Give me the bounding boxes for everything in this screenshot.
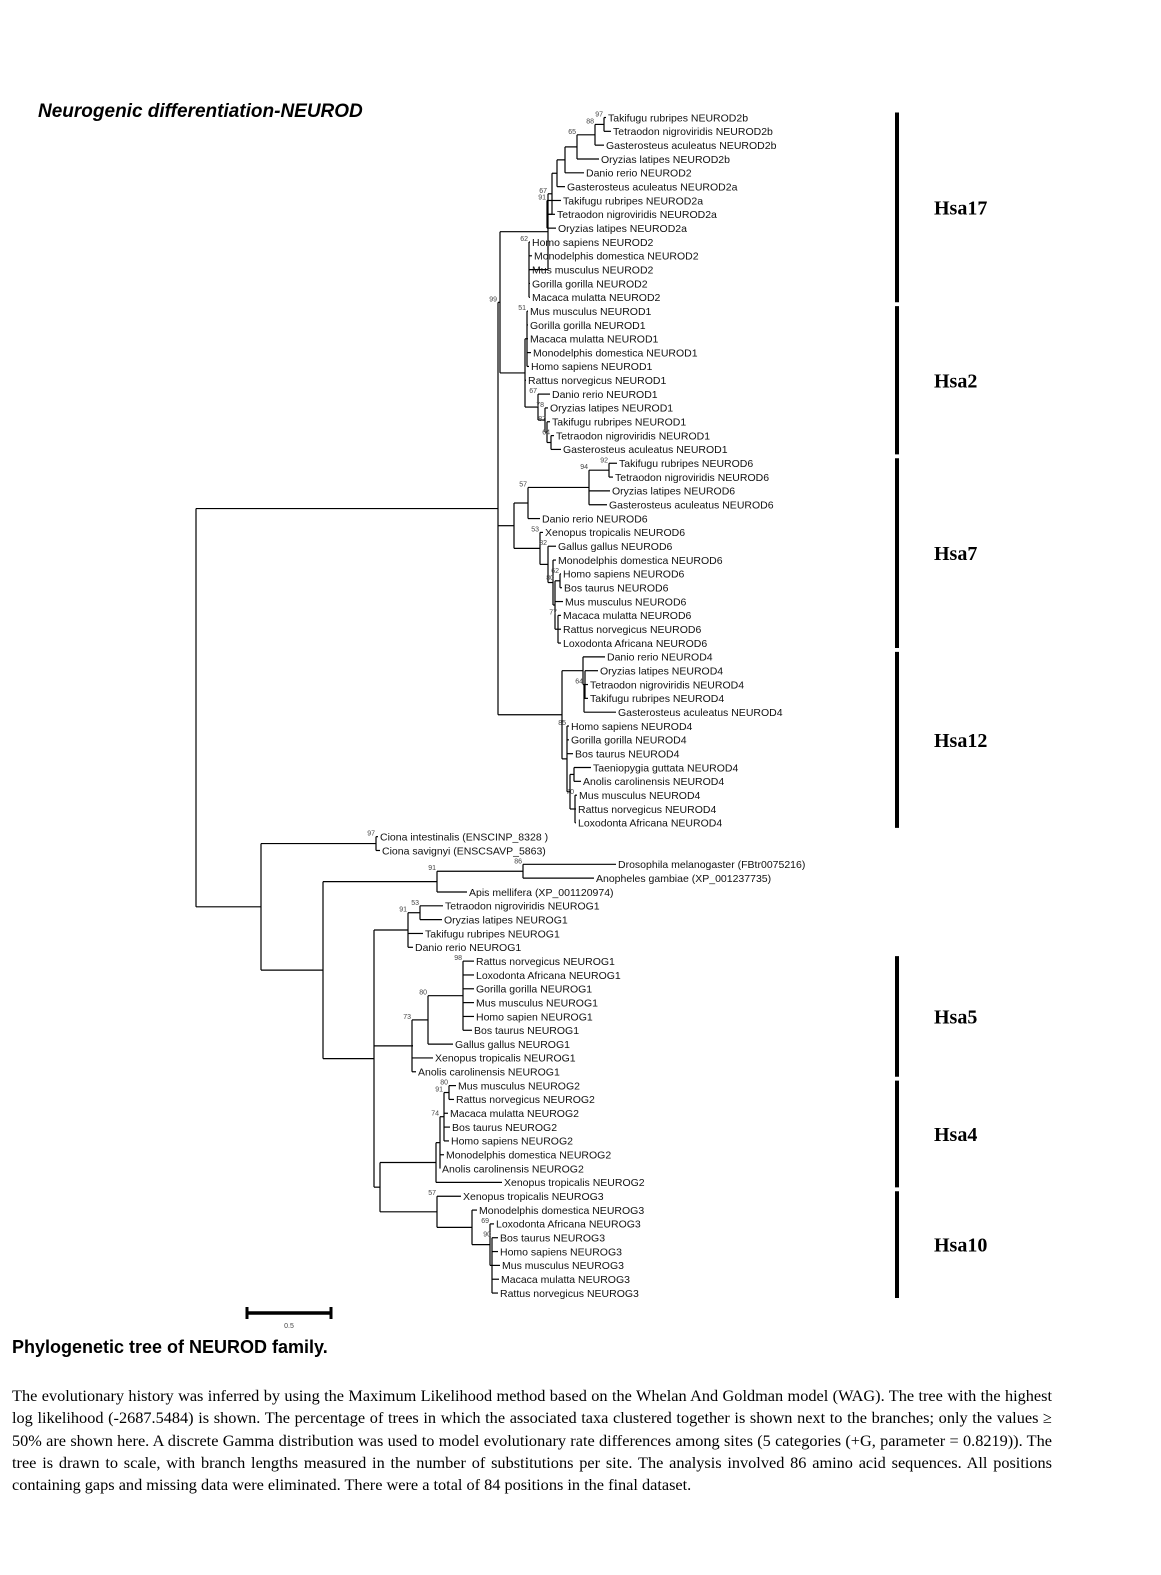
leaf-label: Loxodonta Africana NEUROD4 — [578, 817, 723, 830]
leaf-label: Takifugu rubripes NEUROG1 — [425, 928, 560, 941]
leaf-label: Homo sapiens NEUROD1 — [531, 361, 653, 374]
bootstrap-support-value: 62 — [551, 567, 559, 575]
leaf-label: Mus musculus NEUROD6 — [565, 596, 687, 609]
leaf-label: Monodelphis domestica NEUROD6 — [558, 554, 723, 567]
leaf-label: Bos taurus NEUROG1 — [474, 1025, 580, 1038]
chromosome-label: Hsa2 — [934, 370, 978, 393]
leaf-label: Rattus norvegicus NEUROG1 — [476, 955, 615, 968]
leaf-label: Danio rerio NEUROD1 — [552, 388, 658, 401]
leaf-label: Oryzias latipes NEUROD2a — [558, 222, 687, 235]
bootstrap-support-value: 67 — [529, 388, 537, 396]
leaf-label: Takifugu rubripes NEUROD1 — [552, 416, 687, 429]
bootstrap-support-value: 70 — [566, 789, 574, 797]
leaf-label: Rattus norvegicus NEUROD4 — [578, 803, 717, 816]
chromosome-label: Hsa10 — [934, 1234, 988, 1257]
leaf-label: Anolis carolinensis NEUROD4 — [583, 776, 725, 789]
bootstrap-support-value: 99 — [489, 296, 497, 304]
leaf-label: Gorilla gorilla NEUROD1 — [530, 319, 646, 332]
bootstrap-support-value: 90 — [483, 1231, 491, 1239]
bootstrap-support-value: 80 — [546, 574, 554, 582]
leaf-label: Gasterosteus aculeatus NEUROD2a — [567, 181, 738, 194]
bootstrap-support-value: 80 — [419, 989, 427, 997]
leaf-label: Macaca mulatta NEUROG2 — [450, 1108, 579, 1121]
leaf-label: Oryzias latipes NEUROD4 — [600, 665, 724, 678]
bootstrap-support-value: 51 — [518, 305, 526, 313]
bootstrap-support-value: 91 — [435, 1086, 443, 1094]
leaf-label: Rattus norvegicus NEUROG2 — [456, 1094, 595, 1107]
bootstrap-support-value: 91 — [538, 194, 546, 202]
leaf-label: Monodelphis domestica NEUROD2 — [534, 250, 699, 263]
leaf-label: Tetraodon nigroviridis NEUROD6 — [615, 471, 770, 484]
chromosome-label: Hsa7 — [934, 543, 978, 566]
leaf-label: Bos taurus NEUROG3 — [500, 1232, 606, 1245]
leaf-label: Oryzias latipes NEUROG1 — [444, 914, 568, 927]
bootstrap-support-value: 85 — [558, 720, 566, 728]
leaf-label: Macaca mulatta NEUROD6 — [563, 610, 692, 623]
bootstrap-support-value: 57 — [428, 1190, 436, 1198]
leaf-label: Anolis carolinensis NEUROG1 — [418, 1066, 560, 1079]
leaf-label: Mus musculus NEUROG1 — [476, 997, 598, 1010]
leaf-label: Homo sapiens NEUROG2 — [451, 1135, 573, 1148]
bootstrap-support-value: 92 — [600, 457, 608, 465]
figure-title: Neurogenic differentiation-NEUROD — [38, 101, 363, 122]
leaf-label: Anopheles gambiae (XP_001237735) — [596, 872, 772, 885]
leaf-label: Macaca mulatta NEUROD2 — [532, 292, 661, 305]
leaf-label: Macaca mulatta NEUROD1 — [530, 333, 659, 346]
leaf-label: Loxodonta Africana NEUROG1 — [476, 969, 621, 982]
leaf-label: Taeniopygia guttata NEUROD4 — [593, 762, 739, 775]
leaf-label: Rattus norvegicus NEUROD6 — [563, 624, 702, 637]
leaf-label: Drosophila melanogaster (FBtr0075216) — [618, 859, 806, 872]
leaf-label: Gorilla gorilla NEUROD4 — [571, 734, 687, 747]
leaf-label: Oryzias latipes NEUROD6 — [612, 485, 736, 498]
leaf-label: Loxodonta Africana NEUROD6 — [563, 637, 708, 650]
chromosome-label: Hsa5 — [934, 1006, 978, 1029]
leaf-label: Mus musculus NEUROD4 — [579, 789, 701, 802]
bootstrap-support-value: 97 — [367, 830, 375, 838]
leaf-label: Danio rerio NEUROG1 — [415, 942, 522, 955]
leaf-label: Homo sapiens NEUROG3 — [500, 1246, 622, 1259]
caption-body: The evolutionary history was inferred by using the Maximum Likelihood method based on the Whelan And Goldman model (WAG). The tree with the highest log likelihood (-2687.5484) is shown. The percentage of trees in which the associated taxa clustered together is shown next to the branches; only the values ≥ 50% are shown here. A discrete Gamma distribution was used to model evolutionary rate differences among sites (5 categories (+G, parameter = 0.8219)). The tree is drawn to scale, with branch lengths measured in the number of substitutions per site. The analysis involved 86 amino acid sequences. All positions containing gaps and missing data were eliminated. There were a total of 84 positions in the final dataset. — [12, 1386, 1052, 1495]
leaf-label: Homo sapiens NEUROD6 — [563, 568, 685, 581]
leaf-label: Monodelphis domestica NEUROG2 — [446, 1149, 612, 1162]
bootstrap-support-value: 53 — [531, 526, 539, 534]
leaf-label: Xenopus tropicalis NEUROG1 — [435, 1052, 576, 1065]
bootstrap-support-value: 62 — [520, 235, 528, 243]
leaf-label: Xenopus tropicalis NEUROD6 — [545, 527, 686, 540]
leaf-label: Ciona savignyi (ENSCSAVP_5863) — [382, 845, 546, 858]
bootstrap-support-value: 97 — [595, 111, 603, 119]
leaf-label: Bos taurus NEUROD6 — [564, 582, 669, 595]
bootstrap-support-value: 78 — [536, 401, 544, 409]
bootstrap-support-value: 82 — [539, 540, 547, 548]
bootstrap-support-value: 87 — [538, 415, 546, 423]
leaf-label: Ciona intestinalis (ENSCINP_8328 ) — [380, 831, 549, 844]
bootstrap-support-value: 94 — [580, 464, 588, 472]
bootstrap-support-value: 64 — [575, 678, 583, 686]
leaf-label: Mus musculus NEUROG2 — [458, 1080, 580, 1093]
chromosome-label: Hsa4 — [934, 1124, 978, 1147]
leaf-label: Homo sapiens NEUROD2 — [532, 236, 654, 249]
leaf-label: Rattus norvegicus NEUROG3 — [500, 1287, 639, 1300]
leaf-label: Oryzias latipes NEUROD1 — [550, 402, 674, 415]
leaf-label: Bos taurus NEUROD4 — [575, 748, 680, 761]
bootstrap-support-value: 53 — [411, 899, 419, 907]
leaf-label: Danio rerio NEUROD2 — [586, 167, 692, 180]
leaf-label: Tetraodon nigroviridis NEUROD1 — [556, 430, 711, 443]
leaf-label: Takifugu rubripes NEUROD4 — [590, 693, 725, 706]
scale-bar — [247, 1307, 331, 1330]
bootstrap-support-value: 65 — [568, 128, 576, 136]
leaf-label: Oryzias latipes NEUROD2b — [601, 153, 730, 166]
leaf-label: Loxodonta Africana NEUROG3 — [496, 1218, 641, 1231]
leaf-label: Macaca mulatta NEUROG3 — [501, 1274, 630, 1287]
caption-title: Phylogenetic tree of NEUROD family. — [12, 1337, 328, 1357]
leaf-label: Takifugu rubripes NEUROD2a — [563, 195, 704, 208]
leaf-label: Bos taurus NEUROG2 — [452, 1121, 558, 1134]
bootstrap-support-value: 86 — [514, 858, 522, 866]
leaf-label: Rattus norvegicus NEUROD1 — [528, 375, 667, 388]
leaf-label: Tetraodon nigroviridis NEUROG1 — [445, 900, 600, 913]
bootstrap-support-value: 73 — [403, 1013, 411, 1021]
bootstrap-support-value: 91 — [428, 865, 436, 873]
leaf-label: Gasterosteus aculeatus NEUROD2b — [606, 139, 777, 152]
leaf-label: Tetraodon nigroviridis NEUROD4 — [590, 679, 745, 692]
leaf-label: Tetraodon nigroviridis NEUROD2a — [557, 209, 717, 222]
leaf-label: Mus musculus NEUROG3 — [502, 1260, 624, 1273]
bootstrap-support-value: 74 — [431, 1110, 439, 1118]
leaf-label: Takifugu rubripes NEUROD2b — [608, 112, 749, 125]
leaf-label: Gorilla gorilla NEUROG1 — [476, 983, 593, 996]
leaf-label: Gallus gallus NEUROG1 — [455, 1038, 570, 1051]
leaf-label: Apis mellifera (XP_001120974) — [469, 886, 614, 899]
leaf-label: Danio rerio NEUROD4 — [607, 651, 713, 664]
bootstrap-support-value: 77 — [549, 609, 557, 617]
leaf-label: Gasterosteus aculeatus NEUROD1 — [563, 444, 728, 457]
bootstrap-support-value: 98 — [454, 955, 462, 963]
leaf-label: Homo sapiens NEUROD4 — [571, 720, 693, 733]
leaf-label: Tetraodon nigroviridis NEUROD2b — [613, 126, 773, 139]
bootstrap-support-value: 80 — [440, 1079, 448, 1087]
leaf-label: Gasterosteus aculeatus NEUROD4 — [618, 706, 783, 719]
leaf-label: Anolis carolinensis NEUROG2 — [442, 1163, 584, 1176]
chromosome-label: Hsa17 — [934, 197, 988, 220]
leaf-label: Homo sapien NEUROG1 — [476, 1011, 593, 1024]
leaf-label: Gallus gallus NEUROD6 — [558, 541, 673, 554]
leaf-label: Gorilla gorilla NEUROD2 — [532, 278, 648, 291]
bootstrap-support-value: 69 — [481, 1217, 489, 1225]
chromosome-label: Hsa12 — [934, 729, 988, 752]
leaf-label: Monodelphis domestica NEUROD1 — [533, 347, 698, 360]
leaf-label: Monodelphis domestica NEUROG3 — [479, 1204, 645, 1217]
leaf-label: Mus musculus NEUROD1 — [530, 305, 652, 318]
scale-bar-label: 0.5 — [284, 1323, 294, 1330]
bootstrap-support-value: 57 — [519, 481, 527, 489]
leaf-label: Takifugu rubripes NEUROD6 — [619, 458, 754, 471]
leaf-label: Xenopus tropicalis NEUROG3 — [463, 1191, 604, 1204]
leaf-label: Gasterosteus aculeatus NEUROD6 — [609, 499, 774, 512]
bootstrap-support-value: 91 — [399, 906, 407, 914]
bootstrap-support-value: 67 — [539, 187, 547, 195]
leaf-label: Danio rerio NEUROD6 — [542, 513, 648, 526]
bootstrap-support-value: 64 — [542, 429, 550, 437]
leaf-label: Mus musculus NEUROD2 — [532, 264, 654, 277]
leaf-label: Xenopus tropicalis NEUROG2 — [504, 1177, 645, 1190]
bootstrap-support-value: 88 — [586, 118, 594, 126]
